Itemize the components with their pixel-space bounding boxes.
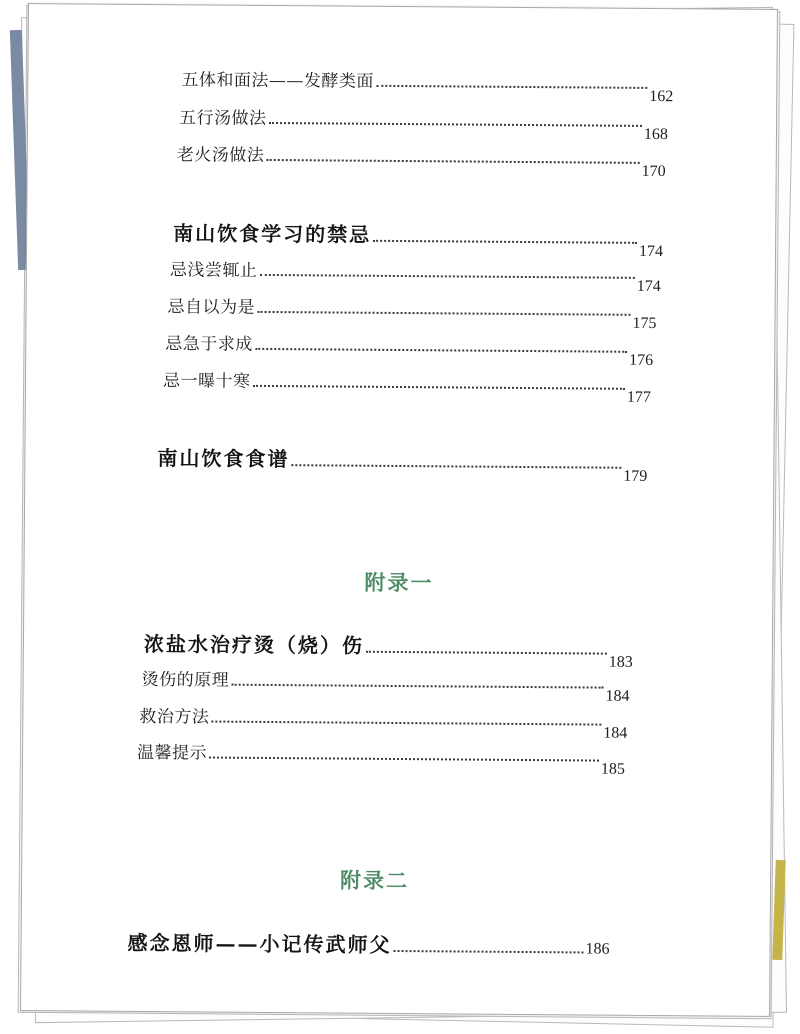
toc-heading-page: 183 bbox=[608, 653, 633, 671]
leader-dots bbox=[252, 385, 625, 390]
toc-entry-page: 184 bbox=[603, 724, 628, 742]
toc-entry[interactable] bbox=[169, 255, 661, 296]
leader-dots bbox=[376, 85, 648, 89]
toc-entry-page: 175 bbox=[632, 314, 657, 333]
toc-entry-page: 184 bbox=[605, 687, 630, 705]
toc-heading-page: 186 bbox=[585, 940, 610, 958]
toc-heading[interactable] bbox=[143, 628, 633, 671]
toc-entry-label: 五体和面法——发酵类面 bbox=[181, 70, 374, 92]
toc-entry[interactable] bbox=[165, 329, 654, 369]
toc-entry-label: 忌一曝十寒 bbox=[162, 371, 251, 392]
toc-entry-page: 162 bbox=[649, 87, 674, 106]
leader-dots bbox=[291, 464, 621, 469]
leader-dots bbox=[266, 159, 640, 164]
toc-entry[interactable] bbox=[137, 738, 626, 778]
toc-entry-page: 176 bbox=[629, 351, 654, 369]
leader-dots bbox=[255, 348, 628, 353]
toc-heading-label: 南山饮食学习的禁忌 bbox=[173, 221, 372, 247]
toc-entry-label: 老火汤做法 bbox=[176, 145, 265, 166]
appendix-2-title: 附录二 bbox=[339, 868, 410, 894]
toc-entry-label: 温馨提示 bbox=[137, 742, 208, 764]
leader-dots bbox=[209, 757, 599, 762]
toc-heading-label: 感念恩师——小记传武师父 bbox=[127, 930, 392, 957]
toc-entry-page: 170 bbox=[641, 162, 666, 181]
toc-entry-label: 救治方法 bbox=[139, 706, 210, 728]
leader-dots bbox=[259, 274, 635, 279]
toc-entry-page: 185 bbox=[600, 760, 626, 778]
leader-dots bbox=[394, 950, 584, 953]
toc-heading[interactable] bbox=[157, 442, 648, 485]
toc-page bbox=[20, 3, 778, 1017]
leader-dots bbox=[257, 311, 631, 316]
toc-entry-label: 烫伤的原理 bbox=[141, 669, 230, 691]
leader-dots bbox=[373, 240, 637, 244]
toc-entry-page: 168 bbox=[643, 125, 669, 144]
appendix-1-title: 附录一 bbox=[364, 570, 434, 596]
toc-entry[interactable] bbox=[141, 665, 630, 705]
toc-entry-label: 五行汤做法 bbox=[178, 108, 267, 129]
toc-heading-page: 174 bbox=[638, 242, 664, 261]
leader-dots bbox=[211, 721, 601, 726]
toc-heading[interactable] bbox=[173, 217, 664, 261]
toc-entry-page: 174 bbox=[636, 277, 661, 296]
leader-dots bbox=[269, 122, 643, 127]
toc-heading-label: 浓盐水治疗烫（烧）伤 bbox=[143, 632, 365, 658]
toc-entry[interactable] bbox=[176, 140, 666, 181]
toc-entry[interactable] bbox=[162, 366, 651, 406]
toc-heading[interactable] bbox=[127, 927, 609, 960]
toc-entry[interactable] bbox=[178, 103, 669, 144]
toc-entry-label: 忌自以为是 bbox=[167, 297, 256, 318]
toc-entry-label: 忌急于求成 bbox=[165, 334, 253, 355]
toc-entry-label: 忌浅尝辄止 bbox=[169, 260, 258, 281]
leader-dots bbox=[231, 684, 604, 689]
toc-heading-label: 南山饮食食谱 bbox=[157, 446, 290, 472]
toc-entry-page: 177 bbox=[626, 388, 651, 406]
toc-heading-page: 179 bbox=[623, 467, 648, 485]
toc-entry[interactable] bbox=[167, 292, 657, 333]
toc-entry[interactable] bbox=[181, 65, 674, 106]
toc-entry[interactable] bbox=[139, 702, 628, 742]
leader-dots bbox=[366, 651, 607, 655]
